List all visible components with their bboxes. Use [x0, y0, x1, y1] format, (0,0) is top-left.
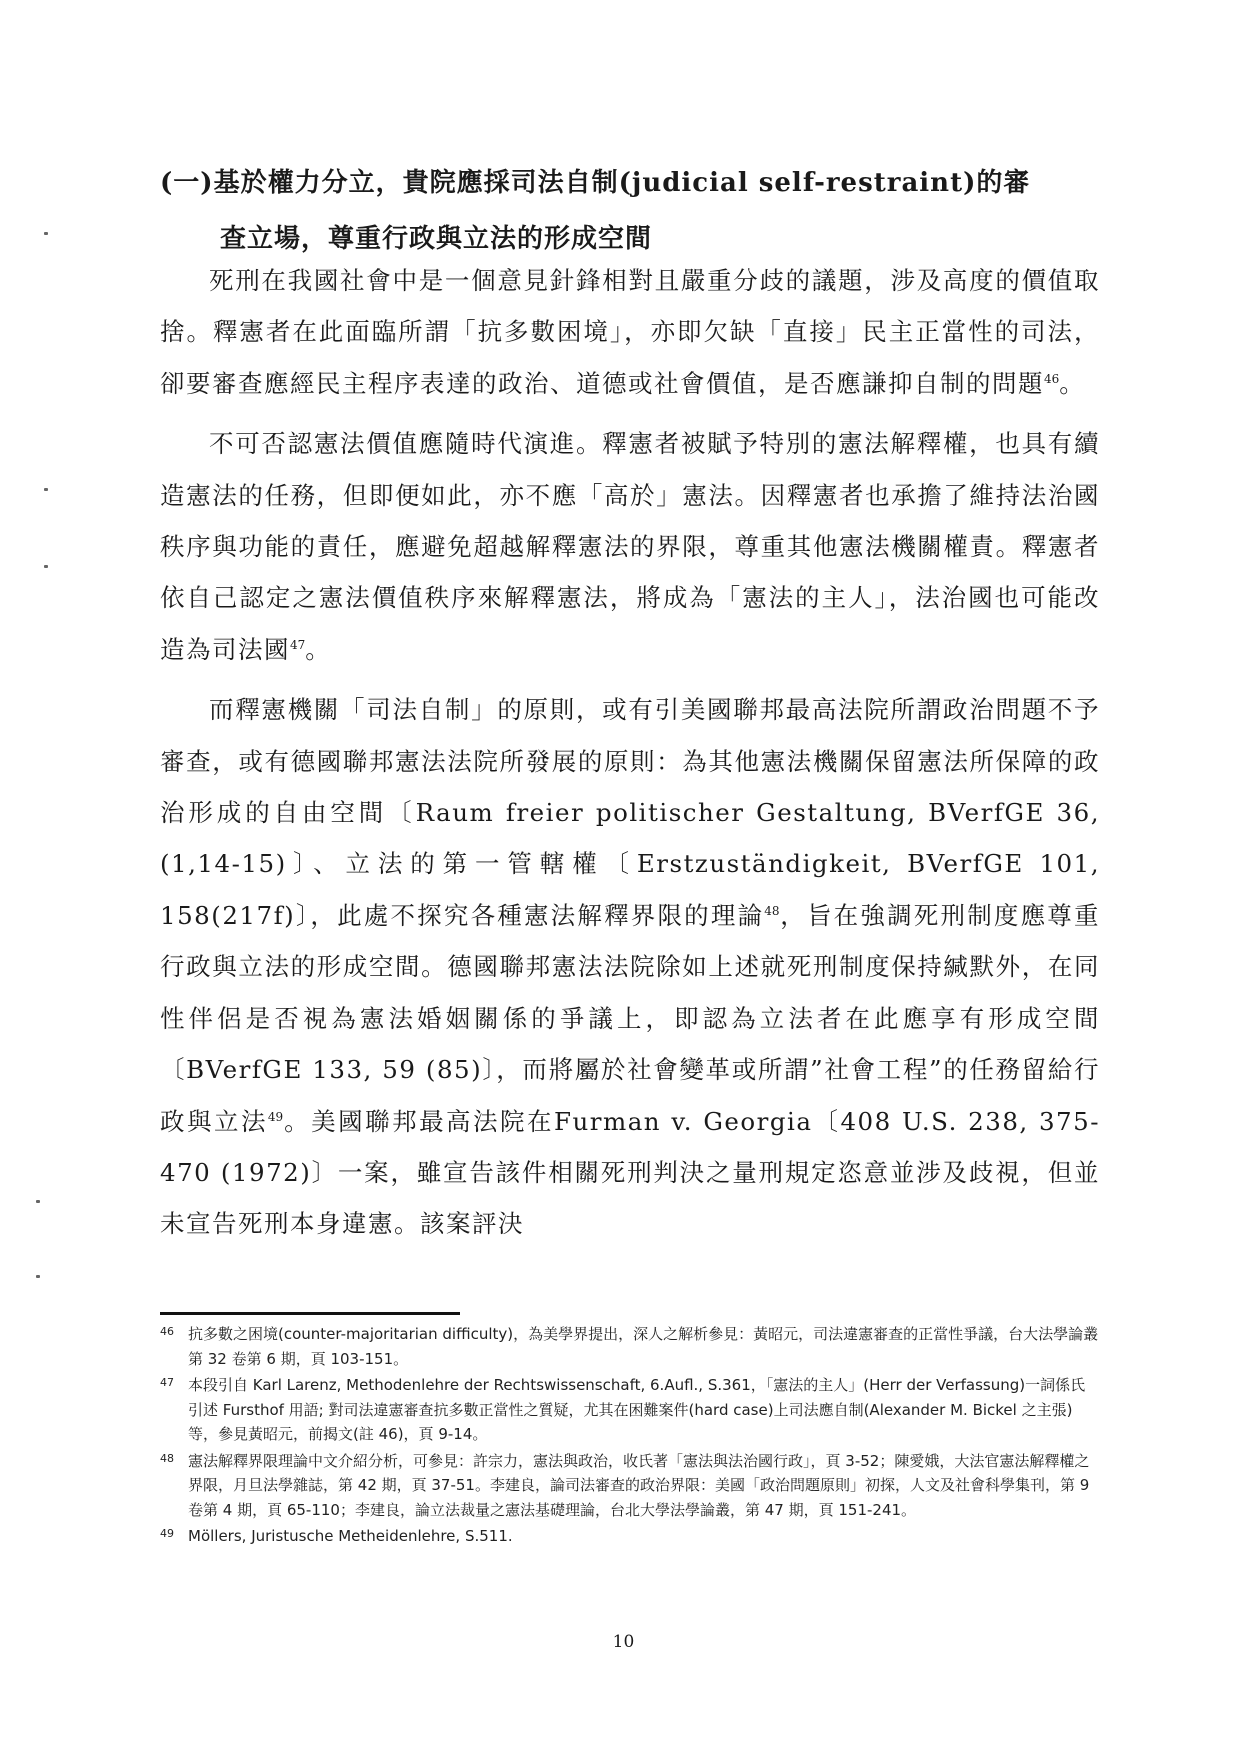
- footnote-number: 48: [160, 1451, 174, 1465]
- footnote-text: 抗多數之困境(counter-majoritarian difficulty)，為美學界提出，深人之解析參見：黃昭元，司法違憲審查的正當性爭議，台大法學論叢第 32 卷第 6 期，頁 103-151。: [188, 1325, 1099, 1368]
- scan-speck: [44, 565, 48, 568]
- paragraph: 死刑在我國社會中是一個意見針鋒相對且嚴重分歧的議題，涉及高度的價值取捨。釋憲者在此面臨所謂「抗多數困境」，亦即欠缺「直接」民主正當性的司法，卻要審查應經民主程序表達的政治、道德或社會價值，是否應謙抑自制的問題$^{46}$。: [160, 266, 1100, 398]
- footnote: [160, 1524, 1100, 1549]
- footnote-ref: 49: [267, 1109, 284, 1124]
- footnote-text: 本段引自 Karl Larenz, Methodenlehre der Rechtswissenschaft, 6.Aufl., S.361，「憲法的主人」(Herr der Verfassung)一詞係氏引述 Fursthof 用語; 對司法違憲審查抗多數正當性之質疑，尤其在困難案件(hard case)上司法應自制(Alexander M. Bickel 之主張)等，參見黃昭元，前揭文(註 46)，頁 9-14。: [188, 1376, 1086, 1443]
- footnote-text: 憲法解釋界限理論中文介紹分析，可參見：許宗力，憲法與政治，收氏著「憲法與法治國行政」，頁 3-52；陳愛娥，大法官憲法解釋權之界限，月旦法學雜誌，第 42 期，頁 37-51。李建良，論司法審查的政治界限：美國「政治問題原則」初探，人文及社會科學集刊，第 9 卷第 4 期，頁 65-110；李建良，論立法裁量之憲法基礎理論，台北大學法學論叢，第 47 期，頁 151-241。: [188, 1451, 1090, 1519]
- scan-speck: [36, 1275, 40, 1278]
- scan-speck: [36, 1200, 40, 1203]
- page-number: 10: [612, 1632, 635, 1652]
- footnote-ref: 46: [1044, 371, 1060, 386]
- footnote-separator: [160, 1312, 460, 1315]
- footnote-ref: 47: [290, 637, 306, 652]
- footnote-text: Möllers, Juristusche Metheidenlehre, S.511.: [188, 1527, 513, 1545]
- paragraph: 不可否認憲法價值應隨時代演進。釋憲者被賦予特別的憲法解釋權，也具有續造憲法的任務，但即便如此，亦不應「高於」憲法。因釋憲者也承擔了維持法治國秩序與功能的責任，應避免超越解釋憲法的界限，尊重其他憲法機關權責。釋憲者依自己認定之憲法價值秩序來解釋憲法，將成為「憲法的主人」，法治國也可能改造為司法國$^{47}$。: [160, 429, 1100, 664]
- section-heading: [160, 155, 1100, 267]
- body-text: [160, 255, 1100, 1259]
- scan-speck: [44, 488, 48, 491]
- footnote-number: 47: [160, 1376, 174, 1389]
- footnote: [160, 1373, 1100, 1447]
- heading-line-2: 查立場，尊重行政與立法的形成空間: [220, 224, 653, 254]
- footnote-number: 49: [160, 1527, 174, 1540]
- footnote: [160, 1449, 1100, 1523]
- footnote-ref: 48: [764, 903, 780, 918]
- footnote: [160, 1322, 1100, 1371]
- scan-speck: [44, 232, 48, 235]
- footnotes: [160, 1322, 1100, 1551]
- footnote-number: 46: [160, 1325, 174, 1338]
- paragraph: 而釋憲機關「司法自制」的原則，或有引美國聯邦最高法院所謂政治問題不予審查，或有德國聯邦憲法法院所發展的原則：為其他憲法機關保留憲法所保障的政治形成的自由空間〔Raum freier politischer Gestaltung, BVerfGE 36, (1,14-15)〕、立法的第一管轄權〔Erstzuständigkeit, BVerfGE 101, 158(217f)〕，此處不探究各種憲法解釋界限的理論$^{48}$，旨在強調死刑制度應尊重行政與立法的形成空間。德國聯邦憲法法院除如上述就死刑制度保持緘默外，在同性伴侶是否視為憲法婚姻關係的爭議上，即認為立法者在此應享有形成空間〔BVerfGE 133, 59 (85)〕，而將屬於社會變革或所謂”社會工程”的任務留給行政與立法$^{49}$。美國聯邦最高法院在Furman v. Georgia〔408 U.S. 238, 375-470 (1972)〕一案，雖宣告該件相關死刑判決之量刑規定恣意並涉及歧視，但並未宣告死刑本身違憲。該案評決: [160, 695, 1100, 1239]
- heading-line-1: (一)基於權力分立，貴院應採司法自制(judicial self-restraint)的審: [160, 168, 1031, 198]
